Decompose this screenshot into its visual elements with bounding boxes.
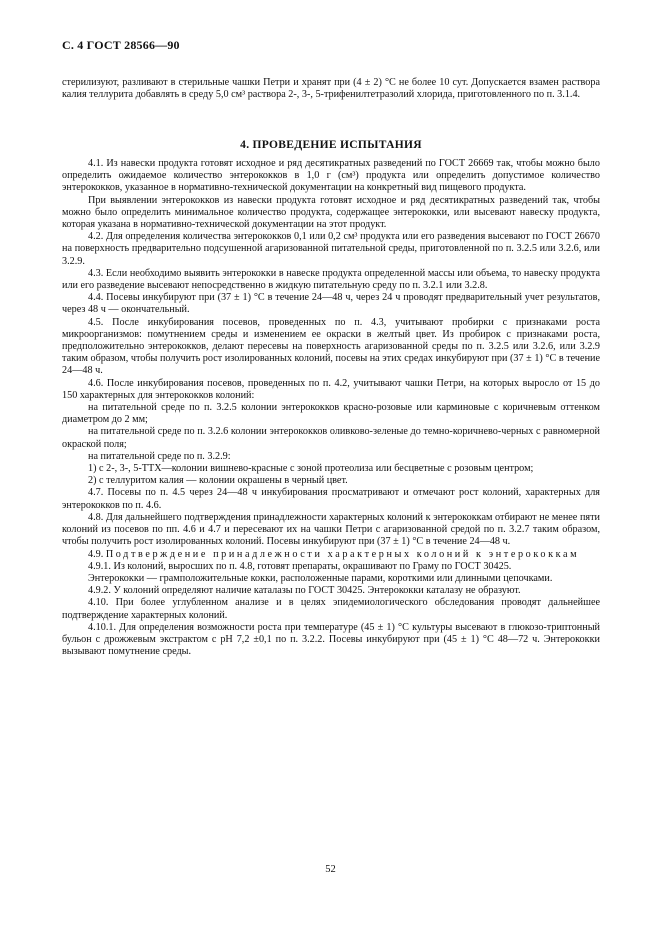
paragraph-4-6-c-2: 2) с теллуритом калия — колонии окрашены в черный цвет. [88,475,348,487]
paragraph-4-3: 4.3. Если необходимо выявить энтерококки в навеске продукта определенной массы или объема, то навеску продукта или его разведение высевают непосредственно в жидкую питательную среду по п. 3.2.1 или 3.2.8. [62,267,600,292]
paragraph-4-8: 4.8. Для дальнейшего подтверждения принадлежности характерных колоний к энтерококкам отбирают не менее пяти колоний из посевов по пп. 4.6 и 4.7 и пересевают их на чашки Петри с агаризованной средой по п. 3.2.7 таким образом, чтобы получить рост изолированных колоний. Посевы инкубируют при (37 ± 1) °С в течение 24—48 ч. [62,511,600,548]
paragraph-4-6-c: на питательной среде по п. 3.2.9: [88,450,231,462]
paragraph-4-2: 4.2. Для определения количества энтерококков 0,1 или 0,2 см³ продукта или его разведения высевают по ГОСТ 26670 на поверхность предварительно подсушенной агаризованной питательной среды, приготовленной по п. 3.2.5 или 3.2.6, или 3.2.9. [62,231,600,267]
paragraph-4-6-c-1: 1) с 2-, 3-, 5-ТТХ—колонии вишнево-красные с зоной протеолиза или бесцветные с розовым центром; [88,463,534,475]
paragraph-4-9-title: Подтверждение принадлежности характерных колоний к энтерококкам [105,548,580,560]
intro-paragraph: стерилизуют, разливают в стерильные чашки Петри и хранят при (4 ± 2) °С не более 10 сут. Допускается взамен раствора калия теллурита добавлять в среду 5,0 см³ раствора 2-, 3-, 5-трифенилтетразолий хлорида, приготовленного по п. 3.1.4. [62,77,600,101]
paragraph-4-7: 4.7. Посевы по п. 4.5 через 24—48 ч инкубирования просматривают и отмечают рост колоний, характерных для энтерококков по п. 4.6. [62,487,600,511]
paragraph-4-4: 4.4. Посевы инкубируют при (37 ± 1) °С в течение 24—48 ч, через 24 ч проводят предварительный учет результатов, через 48 ч — окончательный. [62,292,600,316]
paragraph-4-5: 4.5. После инкубирования посевов, проведенных по п. 4.3, учитывают пробирки с признаками роста микроорганизмов: помутнением среды и изменением ее окраски в желтый цвет. Из пробирок с признаками роста, предположительно энтерококков, делают пересевы на поверхность агаризованной среды по п. 3.2.5 или 3.2.6, или 3.2.9 таким образом, чтобы получить рост изолированных колоний, посевы на этих средах инкубируют при (37 ± 1) °С в течение 24—48 ч. [62,316,600,377]
paragraph-4-6-b: на питательной среде по п. 3.2.6 колонии энтерококков оливково-зеленые до темно-коричнево-черных с равномерной окраской поля; [62,426,600,450]
intro-block [62,77,600,101]
paragraph-4-9 [62,549,600,561]
paragraph-4-6: 4.6. После инкубирования посевов, проведенных по п. 4.2, учитывают чашки Петри, на которых выросло от 15 до 150 характерных для энтерококков колоний: [62,377,600,401]
paragraph-4-10-1: 4.10.1. Для определения возможности роста при температуре (45 ± 1) °С культуры высевают в глюкозо-триптонный бульон с дрожжевым экстрактом с рН 7,2 ±0,1 по п. 3.2.2. Посевы инкубируют при (45 ± 1) °С 48—72 ч. Энтерококки вызывают помутнение среды. [62,621,600,658]
page-number: 52 [325,864,336,875]
paragraph-4-10: 4.10. При более углубленном анализе и в целях эпидемиологического обследования проводят дальнейшее подтверждение характерных колоний. [62,597,600,621]
section-body [62,158,600,658]
paragraph-4-9-number: 4.9. [88,548,104,560]
paragraph-4-1-b: При выявлении энтерококков из навески продукта готовят исходное и ряд десятикратных разведений так, чтобы можно было определить минимальное количество продукта, содержащее энтерококки, или высевают навеску продукта, которая указана в нормативно-технической документации на этот продукт. [62,194,600,231]
paragraph-4-9-1: 4.9.1. Из колоний, выросших по п. 4.8, готовят препараты, окрашивают по Граму по ГОСТ 30425. [88,560,512,572]
section-title: 4. ПРОВЕДЕНИЕ ИСПЫТАНИЯ [240,139,422,151]
paragraph-4-9-1-b: Энтерококки — грамположительные кокки, расположенные парами, короткими или длинными цепочками. [88,572,553,584]
paragraph-4-9-2: 4.9.2. У колоний определяют наличие каталазы по ГОСТ 30425. Энтерококки каталазу не образуют. [88,585,521,597]
page-header: С. 4 ГОСТ 28566—90 [62,38,180,52]
paragraph-4-1: 4.1. Из навески продукта готовят исходное и ряд десятикратных разведений по ГОСТ 26669 так, чтобы можно было определить ожидаемое количество энтерококков в 1,0 г (см³) продукта или определить допустимое количество энтерококков, указанное в нормативно-технической документации на конкретный вид пищевого продукта. [62,158,600,194]
paragraph-4-6-a: на питательной среде по п. 3.2.5 колонии энтерококков красно-розовые или карминовые с коричневым оттенком диаметром до 2 мм; [62,402,600,426]
